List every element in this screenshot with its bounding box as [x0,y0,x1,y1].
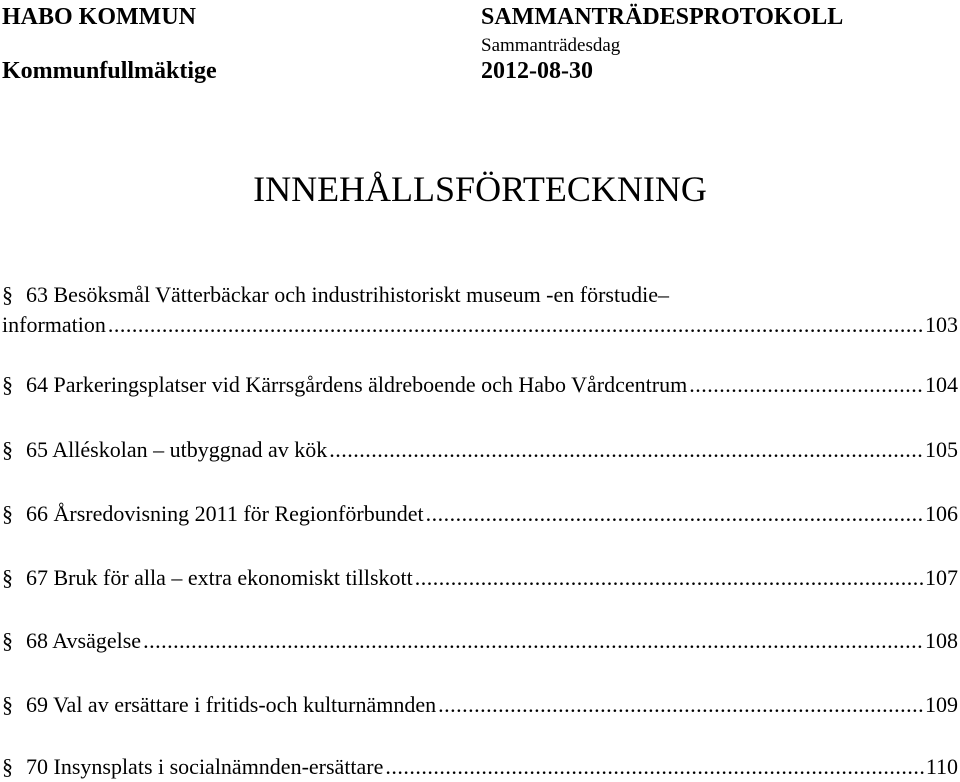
toc-entry-title: 68 Avsägelse [26,628,142,653]
toc-entry-page: 107 [925,565,958,590]
toc-entry-title: 65 Alléskolan – utbyggnad av kök [26,437,328,462]
toc-entry[interactable] [0,499,958,529]
toc-entry-title: 66 Årsredovisning 2011 för Regionförbundet [26,501,424,526]
toc-entry-page: 104 [925,372,958,397]
toc-entry-title: 67 Bruk för alla – extra ekonomiskt tillskott [26,565,413,590]
document-header [0,0,960,90]
governing-body: Kommunfullmäktige [2,58,217,84]
toc-entry[interactable] [0,563,958,593]
document-type: SAMMANTRÄDESPROTOKOLL [481,4,844,30]
toc-entry[interactable] [0,690,958,720]
dot-leader [438,690,923,720]
section-symbol: § [2,437,13,462]
toc-entry-title: 70 Insynsplats i socialnämnden-ersättare [26,754,384,779]
toc-entry-title: 63 Besöksmål Vätterbäckar och industrihistoriskt museum -en förstudie– [26,282,669,307]
section-symbol: § [2,501,13,526]
dot-leader [329,435,923,465]
toc-entry[interactable] [0,752,958,782]
page-title: INNEHÅLLSFÖRTECKNING [253,169,707,209]
toc-entry-title-continuation: information [2,312,106,337]
section-symbol: § [2,372,13,397]
toc-entry-page: 108 [925,628,958,653]
section-symbol: § [2,282,13,307]
toc-entry-page: 110 [925,754,958,779]
toc-entry-page: 106 [925,501,958,526]
section-symbol: § [2,692,13,717]
toc-entry[interactable] [0,280,958,340]
toc-entry[interactable] [0,370,958,400]
toc-entry[interactable] [0,626,958,656]
toc-entry-page: 105 [925,437,958,462]
section-symbol: § [2,565,13,590]
dot-leader [108,310,923,340]
toc-entry-title: 64 Parkeringsplatser vid Kärrsgårdens äldreboende och Habo Vårdcentrum [26,372,688,397]
toc-entry-page: 103 [925,312,958,337]
section-symbol: § [2,754,13,779]
section-symbol: § [2,628,13,653]
toc-entry-page: 109 [925,692,958,717]
dot-leader [415,563,923,593]
dot-leader [426,499,923,529]
toc-entry[interactable] [0,435,958,465]
meeting-date: 2012-08-30 [481,58,593,84]
dot-leader [143,626,923,656]
toc-entry-title: 69 Val av ersättare i fritids-och kulturnämnden [26,692,437,717]
organization-name: HABO KOMMUN [2,4,196,30]
dot-leader [385,752,923,782]
dot-leader [689,370,923,400]
meeting-date-label: Sammanträdesdag [481,35,621,56]
